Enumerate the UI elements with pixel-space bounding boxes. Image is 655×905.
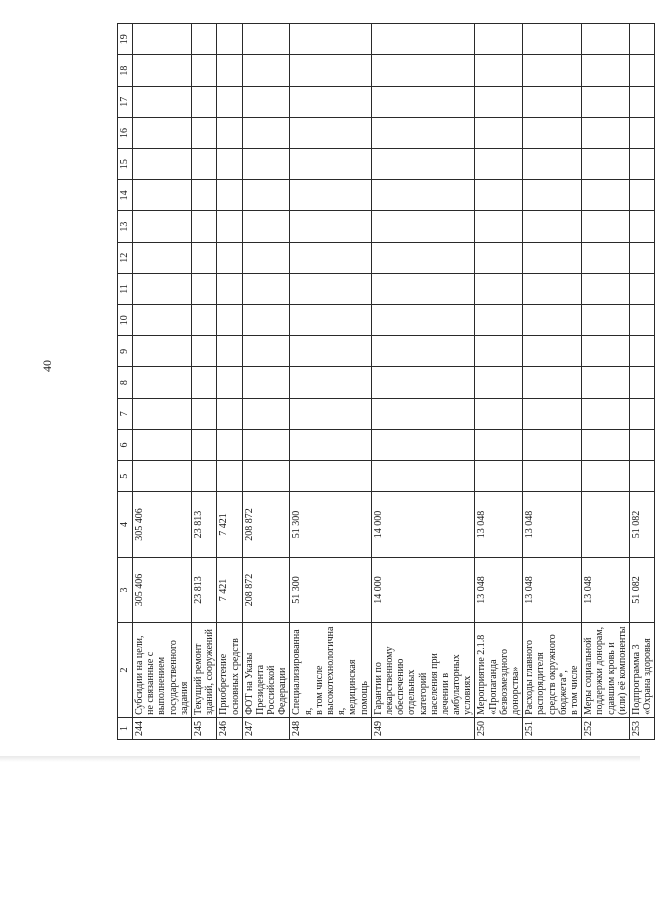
row-number: 244	[133, 717, 192, 739]
cell-col-9	[523, 336, 582, 367]
cell-col-19	[582, 24, 630, 55]
cell-col-13	[629, 211, 654, 242]
cell-col-13	[371, 211, 475, 242]
cell-col-15	[242, 149, 290, 180]
cell-col-17	[523, 86, 582, 117]
cell-col-7	[290, 398, 371, 429]
cell-col-7	[371, 398, 475, 429]
row-label: Подпрограмма 3 «Охрана здоровья	[629, 623, 654, 718]
cell-col-3: 13 048	[582, 557, 630, 622]
cell-col-5	[523, 461, 582, 492]
row-number: 247	[242, 717, 290, 739]
cell-col-19	[629, 24, 654, 55]
cell-col-17	[217, 86, 242, 117]
cell-col-14	[191, 180, 216, 211]
cell-col-15	[523, 149, 582, 180]
cell-col-3: 208 872	[242, 557, 290, 622]
row-number: 249	[371, 717, 475, 739]
row-number: 251	[523, 717, 582, 739]
cell-col-8	[290, 367, 371, 398]
cell-col-6	[133, 429, 192, 460]
cell-col-9	[217, 336, 242, 367]
cell-col-14	[371, 180, 475, 211]
cell-col-9	[133, 336, 192, 367]
cell-col-15	[582, 149, 630, 180]
cell-col-10	[217, 305, 242, 336]
cell-col-16	[242, 117, 290, 148]
scan-margin	[0, 760, 640, 905]
row-number: 245	[191, 717, 216, 739]
row-label: Расходы главного распорядителя средств окружного бюджета*, в том числе	[523, 623, 582, 718]
cell-col-4: 208 872	[242, 492, 290, 557]
cell-col-8	[191, 367, 216, 398]
cell-col-6	[217, 429, 242, 460]
column-header-7: 7	[118, 398, 133, 429]
cell-col-11	[523, 273, 582, 304]
cell-col-4: 13 048	[475, 492, 523, 557]
cell-col-10	[475, 305, 523, 336]
cell-col-9	[191, 336, 216, 367]
cell-col-18	[371, 55, 475, 86]
row-number: 248	[290, 717, 371, 739]
cell-col-16	[523, 117, 582, 148]
cell-col-7	[523, 398, 582, 429]
scan-edge-shadow	[0, 756, 640, 762]
table-row	[217, 24, 242, 740]
cell-col-19	[475, 24, 523, 55]
cell-col-9	[582, 336, 630, 367]
cell-col-14	[290, 180, 371, 211]
cell-col-15	[629, 149, 654, 180]
cell-col-13	[242, 211, 290, 242]
column-header-1: 1	[118, 717, 133, 739]
cell-col-3: 7 421	[217, 557, 242, 622]
table-row	[629, 24, 654, 740]
page-number: 40	[40, 360, 54, 372]
column-header-6: 6	[118, 429, 133, 460]
cell-col-18	[217, 55, 242, 86]
column-header-19: 19	[118, 24, 133, 55]
cell-col-13	[217, 211, 242, 242]
cell-col-10	[242, 305, 290, 336]
cell-col-4: 13 048	[523, 492, 582, 557]
cell-col-8	[133, 367, 192, 398]
cell-col-12	[290, 242, 371, 273]
cell-col-19	[191, 24, 216, 55]
cell-col-17	[475, 86, 523, 117]
cell-col-7	[242, 398, 290, 429]
cell-col-15	[191, 149, 216, 180]
cell-col-3: 51 082	[629, 557, 654, 622]
cell-col-5	[629, 461, 654, 492]
column-header-18: 18	[118, 55, 133, 86]
cell-col-16	[290, 117, 371, 148]
cell-col-14	[629, 180, 654, 211]
row-label: Гарантии по лекарственному обеспечению отдельных категорий населения при лечении в амбулаторных условиях	[371, 623, 475, 718]
cell-col-10	[290, 305, 371, 336]
cell-col-6	[523, 429, 582, 460]
table-row	[133, 24, 192, 740]
cell-col-11	[242, 273, 290, 304]
table-row	[582, 24, 630, 740]
cell-col-7	[629, 398, 654, 429]
cell-col-5	[133, 461, 192, 492]
cell-col-19	[133, 24, 192, 55]
cell-col-12	[217, 242, 242, 273]
table-row	[371, 24, 475, 740]
cell-col-10	[523, 305, 582, 336]
cell-col-19	[371, 24, 475, 55]
cell-col-15	[475, 149, 523, 180]
cell-col-8	[475, 367, 523, 398]
row-label: Субсидии на цели, не связанные с выполнением государственного задания	[133, 623, 192, 718]
table-row	[191, 24, 216, 740]
cell-col-9	[475, 336, 523, 367]
cell-col-5	[290, 461, 371, 492]
cell-col-6	[371, 429, 475, 460]
cell-col-16	[191, 117, 216, 148]
cell-col-11	[133, 273, 192, 304]
cell-col-3: 305 406	[133, 557, 192, 622]
cell-col-10	[133, 305, 192, 336]
cell-col-7	[191, 398, 216, 429]
column-header-11: 11	[118, 273, 133, 304]
cell-col-8	[217, 367, 242, 398]
cell-col-5	[371, 461, 475, 492]
cell-col-5	[475, 461, 523, 492]
cell-col-8	[242, 367, 290, 398]
cell-col-6	[582, 429, 630, 460]
cell-col-17	[191, 86, 216, 117]
table-row	[475, 24, 523, 740]
column-header-9: 9	[118, 336, 133, 367]
cell-col-17	[629, 86, 654, 117]
cell-col-15	[290, 149, 371, 180]
cell-col-7	[475, 398, 523, 429]
cell-col-5	[191, 461, 216, 492]
cell-col-16	[629, 117, 654, 148]
cell-col-18	[475, 55, 523, 86]
cell-col-17	[582, 86, 630, 117]
cell-col-10	[191, 305, 216, 336]
cell-col-12	[242, 242, 290, 273]
cell-col-4: 305 406	[133, 492, 192, 557]
cell-col-14	[582, 180, 630, 211]
cell-col-12	[582, 242, 630, 273]
cell-col-17	[371, 86, 475, 117]
row-label: Меры социальной поддержки донорам, сдавшим кровь и (или) её компоненты	[582, 623, 630, 718]
cell-col-3: 13 048	[475, 557, 523, 622]
cell-col-9	[371, 336, 475, 367]
cell-col-6	[290, 429, 371, 460]
cell-col-12	[133, 242, 192, 273]
cell-col-8	[523, 367, 582, 398]
cell-col-4: 51 082	[629, 492, 654, 557]
row-label: Приобретение основных средств	[217, 623, 242, 718]
cell-col-19	[523, 24, 582, 55]
table-row	[242, 24, 290, 740]
cell-col-18	[582, 55, 630, 86]
table-row	[523, 24, 582, 740]
cell-col-16	[475, 117, 523, 148]
cell-col-14	[242, 180, 290, 211]
cell-col-3: 23 813	[191, 557, 216, 622]
cell-col-11	[582, 273, 630, 304]
cell-col-12	[371, 242, 475, 273]
cell-col-19	[242, 24, 290, 55]
cell-col-15	[133, 149, 192, 180]
cell-col-5	[217, 461, 242, 492]
cell-col-6	[191, 429, 216, 460]
cell-col-16	[582, 117, 630, 148]
cell-col-9	[629, 336, 654, 367]
column-header-3: 3	[118, 557, 133, 622]
cell-col-14	[133, 180, 192, 211]
cell-col-13	[582, 211, 630, 242]
cell-col-10	[371, 305, 475, 336]
cell-col-10	[582, 305, 630, 336]
row-label: Специализированная, в том числе высокотехнологичная, медицинская помощь	[290, 623, 371, 718]
cell-col-11	[290, 273, 371, 304]
cell-col-3: 51 300	[290, 557, 371, 622]
cell-col-13	[290, 211, 371, 242]
cell-col-14	[217, 180, 242, 211]
cell-col-18	[191, 55, 216, 86]
cell-col-7	[217, 398, 242, 429]
cell-col-7	[133, 398, 192, 429]
cell-col-12	[475, 242, 523, 273]
cell-col-12	[191, 242, 216, 273]
budget-table	[117, 23, 655, 740]
table-body	[118, 24, 655, 740]
cell-col-4: 51 300	[290, 492, 371, 557]
cell-col-13	[523, 211, 582, 242]
cell-col-16	[133, 117, 192, 148]
cell-col-6	[629, 429, 654, 460]
header-row	[118, 24, 133, 740]
budget-table-rotated	[117, 23, 654, 740]
table-row	[290, 24, 371, 740]
cell-col-7	[582, 398, 630, 429]
cell-col-4: 23 813	[191, 492, 216, 557]
row-label: ФОТ на Указы Президента Российской Федерации	[242, 623, 290, 718]
cell-col-18	[290, 55, 371, 86]
cell-col-11	[371, 273, 475, 304]
row-label: Мероприятие 2.1.8 «Пропаганда безвозмездного донорства»	[475, 623, 523, 718]
cell-col-17	[133, 86, 192, 117]
cell-col-18	[523, 55, 582, 86]
cell-col-10	[629, 305, 654, 336]
column-header-17: 17	[118, 86, 133, 117]
column-header-5: 5	[118, 461, 133, 492]
column-header-12: 12	[118, 242, 133, 273]
column-header-8: 8	[118, 367, 133, 398]
row-number: 253	[629, 717, 654, 739]
row-number: 250	[475, 717, 523, 739]
row-number: 246	[217, 717, 242, 739]
cell-col-6	[242, 429, 290, 460]
cell-col-11	[629, 273, 654, 304]
cell-col-12	[523, 242, 582, 273]
column-header-15: 15	[118, 149, 133, 180]
cell-col-12	[629, 242, 654, 273]
cell-col-13	[475, 211, 523, 242]
cell-col-16	[217, 117, 242, 148]
cell-col-4: 14 000	[371, 492, 475, 557]
column-header-13: 13	[118, 211, 133, 242]
cell-col-13	[191, 211, 216, 242]
row-label: Текущий ремонт зданий, сооружений	[191, 623, 216, 718]
cell-col-19	[290, 24, 371, 55]
cell-col-17	[290, 86, 371, 117]
column-header-10: 10	[118, 305, 133, 336]
cell-col-5	[242, 461, 290, 492]
cell-col-15	[217, 149, 242, 180]
cell-col-17	[242, 86, 290, 117]
cell-col-18	[629, 55, 654, 86]
cell-col-11	[475, 273, 523, 304]
cell-col-3: 13 048	[523, 557, 582, 622]
cell-col-8	[629, 367, 654, 398]
cell-col-8	[582, 367, 630, 398]
column-header-14: 14	[118, 180, 133, 211]
cell-col-11	[217, 273, 242, 304]
cell-col-4: 7 421	[217, 492, 242, 557]
cell-col-19	[217, 24, 242, 55]
row-number: 252	[582, 717, 630, 739]
cell-col-9	[290, 336, 371, 367]
cell-col-11	[191, 273, 216, 304]
column-header-16: 16	[118, 117, 133, 148]
column-header-4: 4	[118, 492, 133, 557]
cell-col-16	[371, 117, 475, 148]
cell-col-18	[242, 55, 290, 86]
cell-col-18	[133, 55, 192, 86]
cell-col-8	[371, 367, 475, 398]
column-header-2: 2	[118, 623, 133, 718]
cell-col-3: 14 000	[371, 557, 475, 622]
cell-col-5	[582, 461, 630, 492]
cell-col-14	[475, 180, 523, 211]
cell-col-6	[475, 429, 523, 460]
cell-col-4	[582, 492, 630, 557]
cell-col-15	[371, 149, 475, 180]
cell-col-9	[242, 336, 290, 367]
cell-col-13	[133, 211, 192, 242]
cell-col-14	[523, 180, 582, 211]
